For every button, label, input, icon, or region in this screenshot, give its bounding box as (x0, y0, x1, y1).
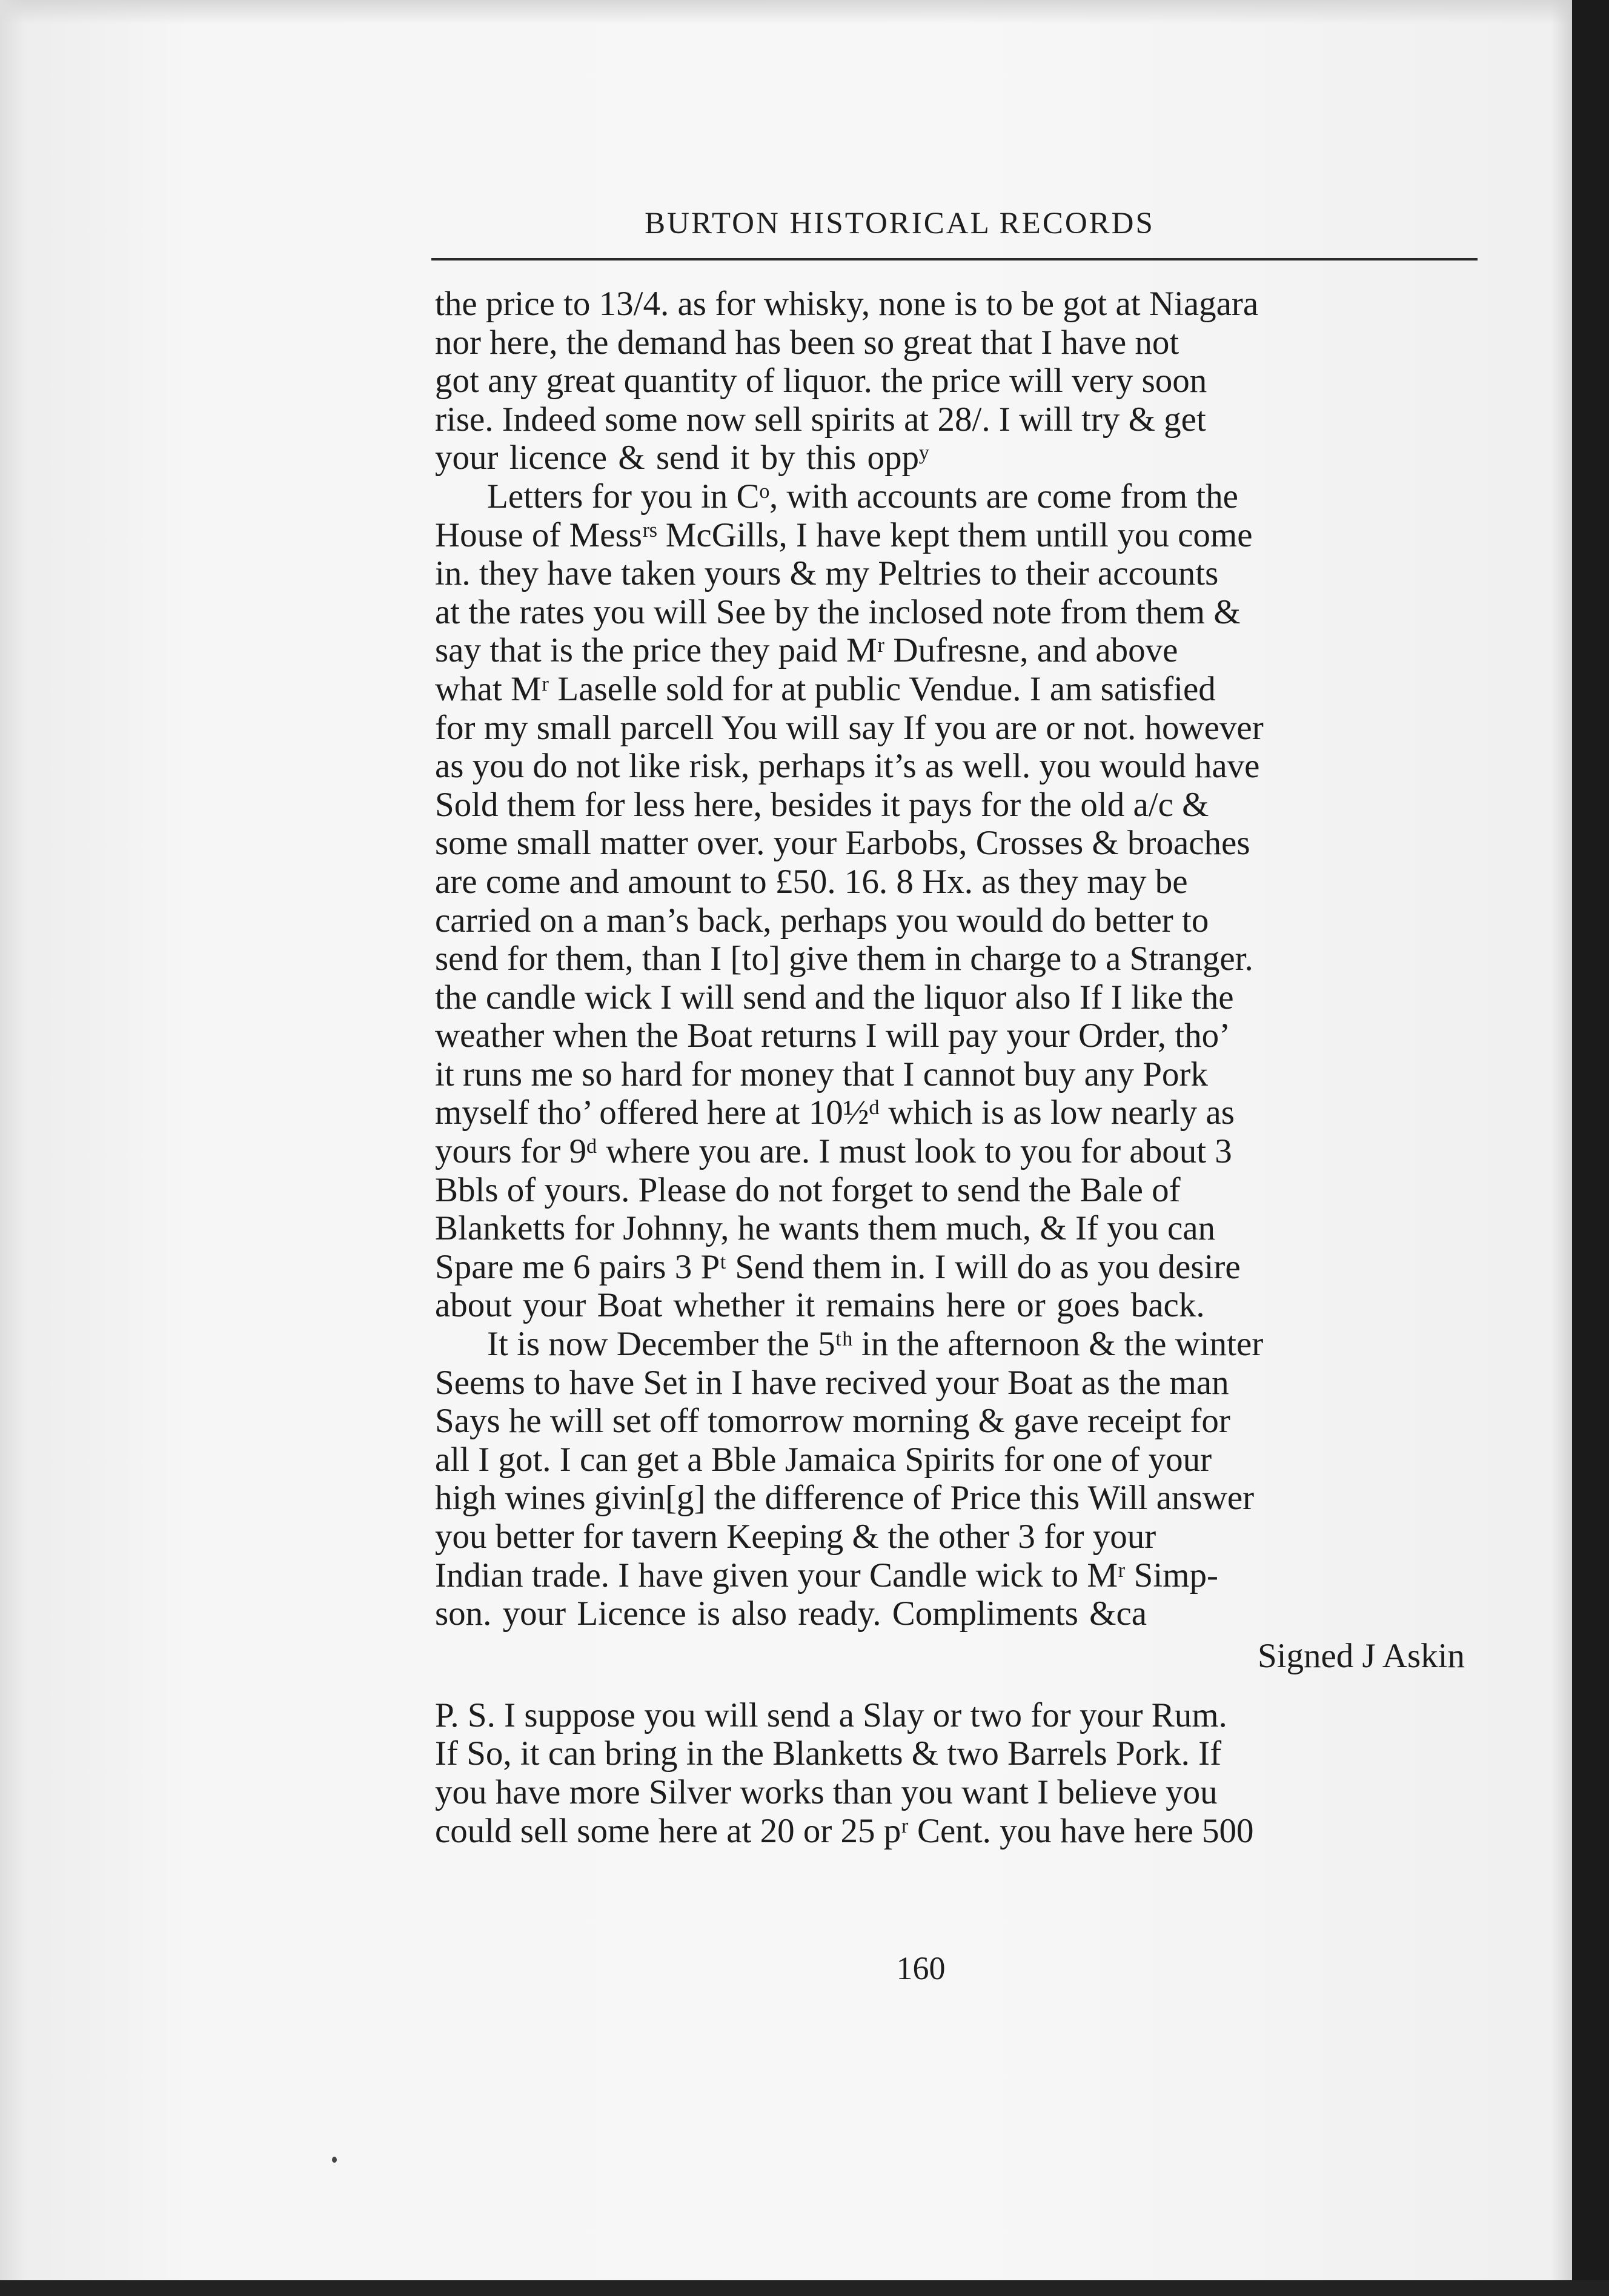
text-line: it runs me so hard for money that I cannot buy any Pork (435, 1055, 1208, 1093)
text-line: at the rates you will See by the inclosed note from them & (435, 592, 1241, 631)
text-line: Sold them for less here, besides it pays for the old a/c & (435, 785, 1209, 824)
page-number: 160 (896, 1950, 946, 1986)
text-line: the price to 13/4. as for whisky, none is to be got at Niagara (435, 285, 1259, 323)
text-line: got any great quantity of liquor. the price will very soon (435, 362, 1207, 400)
text-line: Seems to have Set in I have recived your Boat as the man (435, 1363, 1229, 1402)
text-line: carried on a man’s back, perhaps you would do better to (435, 901, 1209, 940)
postscript-line: could sell some here at 20 or 25 pʳ Cent. you have here 500 (435, 1811, 1254, 1850)
letter-text (435, 285, 1489, 1850)
margin-speck (332, 2157, 337, 2163)
text-line: myself tho’ offered here at 10½ᵈ which is as low nearly as (435, 1093, 1235, 1132)
postscript-line: P. S. I suppose you will send a Slay or two for your Rum. (435, 1696, 1227, 1734)
text-line: you better for tavern Keeping & the other 3 for your (435, 1518, 1156, 1556)
header-rule (431, 258, 1478, 260)
text-line: as you do not like risk, perhaps it’s as well. you would have (435, 747, 1260, 786)
text-line: in. they have taken yours & my Peltries to their accounts (435, 554, 1219, 593)
text-line: the candle wick I will send and the liquor also If I like the (435, 978, 1234, 1017)
text-line: all I got. I can get a Bble Jamaica Spirits for one of your (435, 1440, 1212, 1479)
postscript-line: If So, it can bring in the Blanketts & two Barrels Pork. If (435, 1734, 1222, 1773)
text-line: yours for 9ᵈ where you are. I must look to you for about 3 (435, 1132, 1232, 1171)
paragraph-start-line: Letters for you in Cᵒ, with accounts are come from the (487, 477, 1238, 516)
text-line: your licence & send it by this oppʸ (435, 439, 929, 477)
page-right-curl-shade (1551, 0, 1575, 2296)
text-line: rise. Indeed some now sell spirits at 28/. I will try & get (435, 400, 1206, 439)
text-line: are come and amount to £50. 16. 8 Hx. as they may be (435, 862, 1188, 901)
scan-right-border (1572, 0, 1609, 2296)
text-line: Bbls of yours. Please do not forget to send the Bale of (435, 1170, 1181, 1209)
text-line: House of Messʳˢ McGills, I have kept them untill you come (435, 516, 1253, 554)
text-line: weather when the Boat returns I will pay your Order, tho’ (435, 1017, 1231, 1055)
scan-top-shadow (0, 0, 1609, 24)
text-line: high wines givin[g] the difference of Price this Will answer (435, 1479, 1255, 1518)
signature-line: Signed J Askin (1257, 1636, 1465, 1675)
running-head: BURTON HISTORICAL RECORDS (645, 207, 1155, 241)
text-line: what Mʳ Laselle sold for at public Vendue. I am satisfied (435, 669, 1216, 708)
scan-left-shadow (0, 0, 24, 2296)
scan-bottom-border (0, 2280, 1609, 2296)
text-line: about your Boat whether it remains here or goes back. (435, 1286, 1205, 1325)
text-line: for my small parcell You will say If you are or not. however (435, 708, 1264, 747)
text-line: say that is the price they paid Mʳ Dufresne, and above (435, 631, 1178, 670)
text-line: Blanketts for Johnny, he wants them much, & If you can (435, 1209, 1216, 1248)
postscript-line: you have more Silver works than you want I believe you (435, 1773, 1218, 1811)
text-line: Says he will set off tomorrow morning & gave receipt for (435, 1402, 1230, 1441)
text-line: send for them, than I [to] give them in charge to a Stranger. (435, 940, 1253, 978)
text-line: Spare me 6 pairs 3 Pᵗ Send them in. I will do as you desire (435, 1247, 1241, 1286)
text-line: Indian trade. I have given your Candle wick to Mʳ Simp- (435, 1556, 1218, 1594)
text-line: some small matter over. your Earbobs, Crosses & broaches (435, 824, 1250, 863)
text-line: son. your Licence is also ready. Compliments &ca (435, 1594, 1147, 1633)
paragraph-start-line: It is now December the 5ᵗʰ in the afternoon & the winter (487, 1325, 1264, 1364)
text-line: nor here, the demand has been so great that I have not (435, 323, 1179, 362)
spacer (435, 1679, 1489, 1696)
